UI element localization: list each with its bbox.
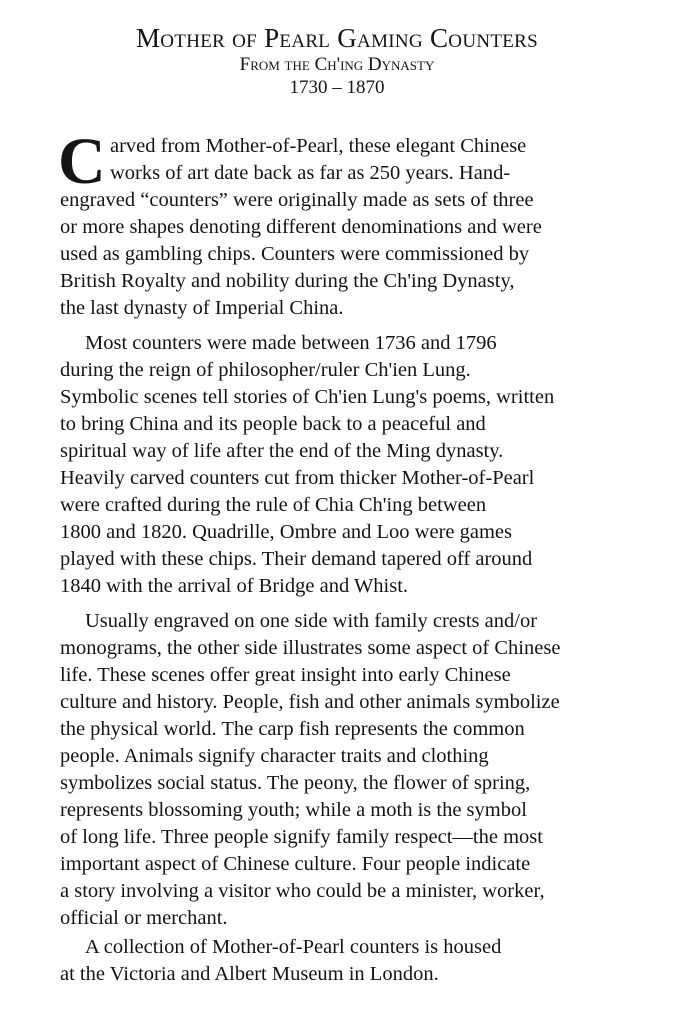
text-line: A collection of Mother-of-Pearl counters is housed <box>85 936 502 958</box>
text-line: of long life. Three people signify family respect—the most <box>60 826 543 848</box>
text-line: Usually engraved on one side with family crests and/or <box>85 610 538 632</box>
text-line: 1800 and 1820. Quadrille, Ombre and Loo were games <box>60 521 513 543</box>
text-line: played with these chips. Their demand tapered off around <box>60 548 533 570</box>
date-range: 1730 – 1870 <box>289 77 385 98</box>
text-line: the last dynasty of Imperial China. <box>60 297 344 319</box>
text-line: a story involving a visitor who could be a minister, worker, <box>60 880 545 902</box>
paragraph-museum <box>60 934 660 988</box>
text-line: at the Victoria and Albert Museum in London. <box>60 963 439 985</box>
paragraph-history <box>60 330 660 600</box>
text-line: were crafted during the rule of Chia Ch'ing between <box>60 494 487 516</box>
text-line: monograms, the other side illustrates some aspect of Chinese <box>60 637 561 659</box>
text-line: Heavily carved counters cut from thicker Mother-of-Pearl <box>60 467 535 489</box>
text-line: Symbolic scenes tell stories of Ch'ien Lung's poems, written <box>60 386 555 408</box>
text-line: represents blossoming youth; while a moth is the symbol <box>60 799 527 821</box>
drop-cap: C <box>58 125 106 198</box>
text-line: life. These scenes offer great insight into early Chinese <box>60 664 511 686</box>
text-line: important aspect of Chinese culture. Four people indicate <box>60 853 531 875</box>
paragraph-intro <box>58 125 660 322</box>
text-line: works of art date back as far as 250 years. Hand- <box>110 162 511 184</box>
text-line: 1840 with the arrival of Bridge and Whist. <box>60 575 409 597</box>
text-line: spiritual way of life after the end of the Ming dynasty. <box>60 440 504 462</box>
page-title: Mother of Pearl Gaming Counters <box>135 23 539 53</box>
text-line: British Royalty and nobility during the Ch'ing Dynasty, <box>60 270 515 292</box>
text-line: used as gambling chips. Counters were commissioned by <box>60 243 530 265</box>
text-line: culture and history. People, fish and other animals symbolize <box>60 691 560 713</box>
text-line: arved from Mother-of-Pearl, these elegant Chinese <box>110 135 527 157</box>
paragraph-symbolism <box>60 608 660 932</box>
text-line: Most counters were made between 1736 and 1796 <box>85 332 497 354</box>
page-header <box>0 22 674 100</box>
text-line: people. Animals signify character traits and clothing <box>60 745 489 767</box>
text-line: the physical world. The carp fish represents the common <box>60 718 525 740</box>
text-line: or more shapes denoting different denominations and were <box>60 216 542 238</box>
text-line: during the reign of philosopher/ruler Ch'ien Lung. <box>60 359 471 381</box>
text-line: to bring China and its people back to a peaceful and <box>60 413 486 435</box>
text-line: symbolizes social status. The peony, the flower of spring, <box>60 772 531 794</box>
page-subtitle: From the Ch'ing Dynasty <box>239 54 435 75</box>
text-line: official or merchant. <box>60 907 228 929</box>
text-line: engraved “counters” were originally made as sets of three <box>60 189 534 211</box>
